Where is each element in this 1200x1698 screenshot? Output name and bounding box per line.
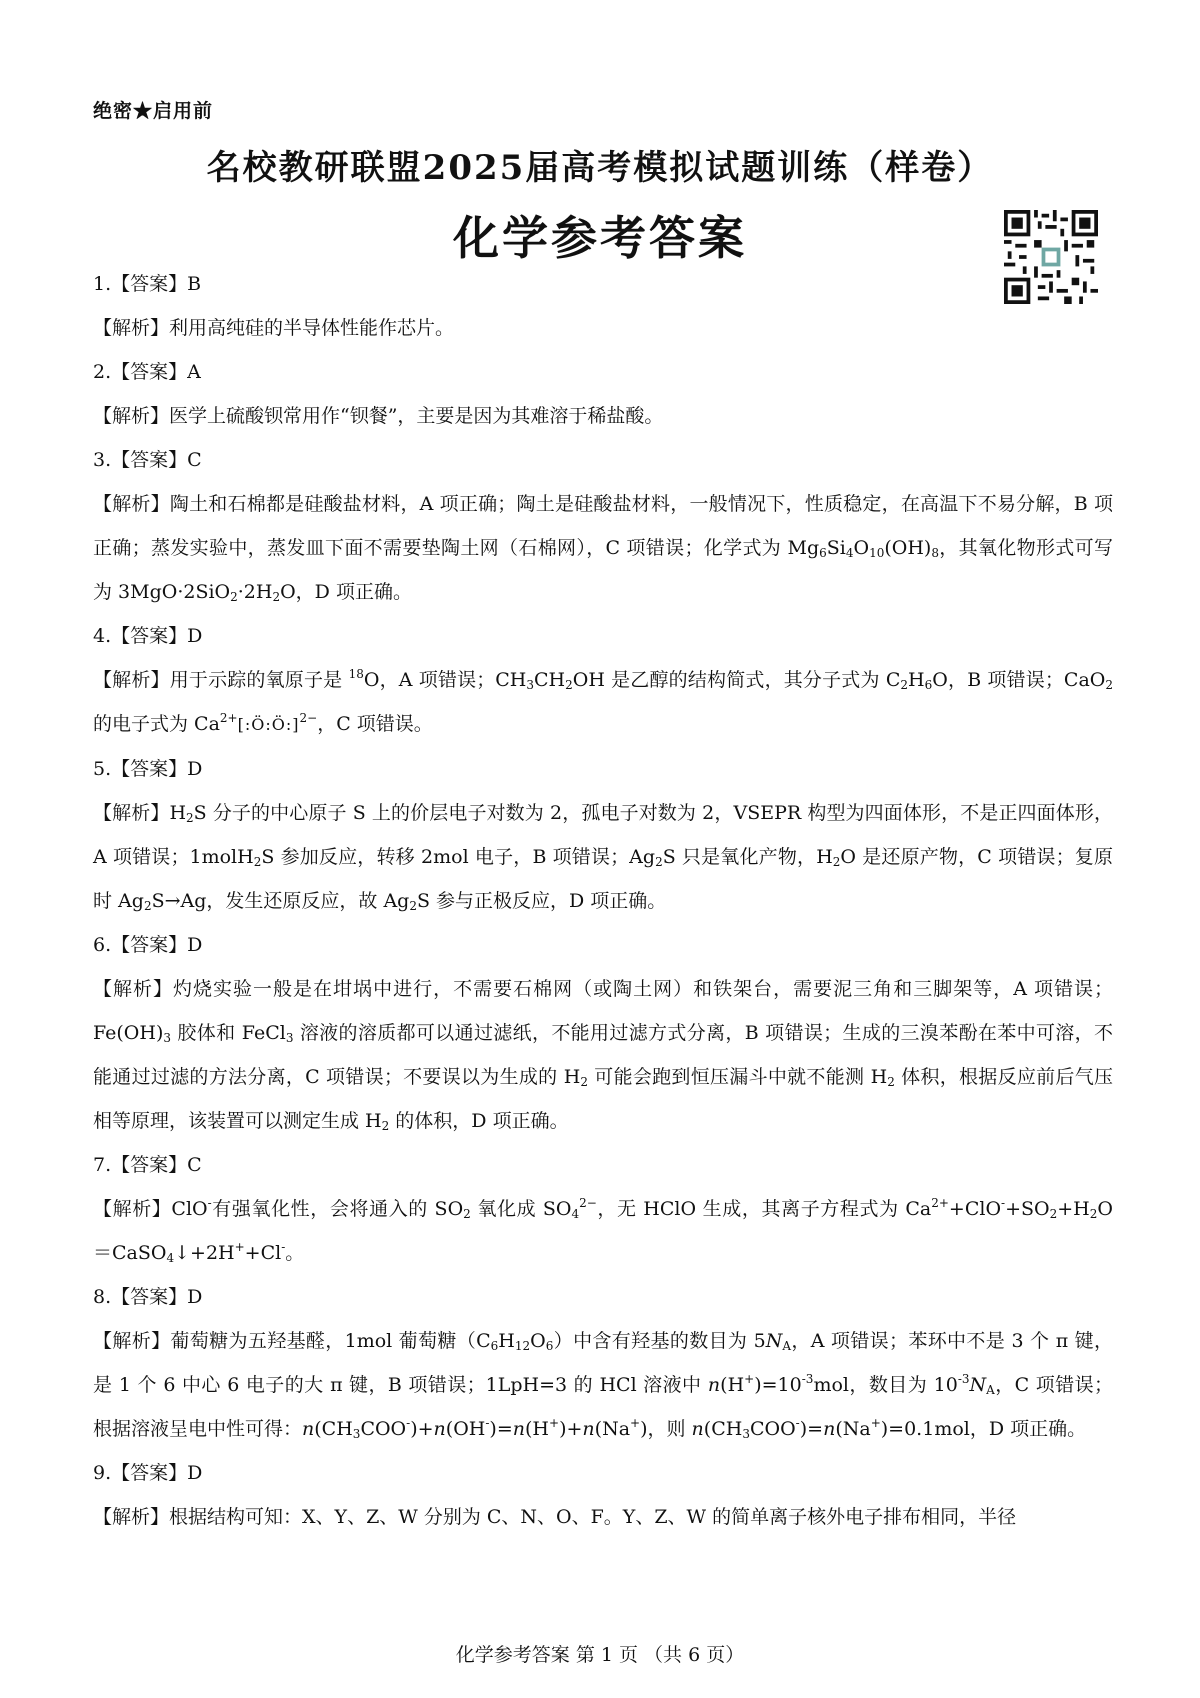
answer-line-3: 3.【答案】C [93, 449, 202, 471]
explanation-2: 【解析】医学上硫酸钡常用作“钡餐”，主要是因为其难溶于稀盐酸。 [93, 405, 664, 427]
answer-line-4: 4.【答案】D [93, 625, 203, 647]
answer-line-6: 6.【答案】D [93, 934, 203, 956]
confidential-label: 绝密★启用前 [93, 100, 214, 122]
answer-content [93, 262, 1113, 1539]
explanation-5: 【解析】$H_2S$ 分子的中心原子 S 上的价层电子对数为 2，孤电子对数为 2，VSEPR 构型为四面体形，不是正四面体形，A 项错误；1molH$_2$S 参加反应，转移 2mol 电子，B 项错误；$Ag_2S$ 只是氧化产物，$H_2O$ 是还原产物，C 项错误；复原时 $Ag_2S\to Ag$，发生还原反应，故 $Ag_2S$ 参与正极反应，D 项正确。 [93, 802, 1113, 913]
answer-line-7: 7.【答案】C [93, 1154, 202, 1176]
explanation-1: 【解析】利用高纯硅的半导体性能作芯片。 [93, 317, 455, 339]
answer-line-8: 8.【答案】D [93, 1286, 203, 1308]
explanation-4: 【解析】用于示踪的氧原子是 $^{18}$O，A 项错误；$CH_3CH_2OH$ 是乙醇的结构简式，其分子式为 $C_2H_6O$，B 项错误；CaO$_2$ 的电子式为 $Ca^{2+}[:Ö:Ö:]^{2-}$，C 项错误。 [93, 667, 1114, 735]
page-subtitle: 化学参考答案 [453, 211, 747, 265]
page-footer: 化学参考答案 第 1 页 （共 6 页） [455, 1644, 745, 1666]
explanation-8: 【解析】葡萄糖为五羟基醛，1mol 葡萄糖$(C_6H_{12}O_6)$中含有羟基的数目为 $5N_A$，A 项错误；苯环中不是 3 个 π 键，是 1 个 6 中心 6 电子的大 π 键，B 项错误；1LpH=3 的 HCl 溶液中 $n(H^+)=10^{-3}mol$，数目为 $10^{-3}N_A$，C 项错误；根据溶液呈电中性可得：$n(CH_3COO^-)+n(OH^-)=n(H^+)+n(Na^+)$，则 $n(CH_3COO^-)=n(Na^+)=0.1mol$，D 项正确。 [93, 1330, 1114, 1441]
explanation-3: 【解析】陶土和石棉都是硅酸盐材料，A 项正确；陶土是硅酸盐材料，一般情况下，性质稳定，在高温下不易分解，B 项正确；蒸发实验中，蒸发皿下面不需要垫陶土网（石棉网），C 项错误；化学式为 $Mg_6Si_4O_{10}(OH)_8$，其氧化物形式可写为 $3MgO\cdot 2SiO_2\cdot 2H_2O$，D 项正确。 [93, 493, 1113, 604]
explanation-7: 【解析】ClO-有强氧化性，会将通入的 $SO_2$ 氧化成 $SO_4^{2-}$，无 HClO 生成，其离子方程式为 $Ca^{2+}+ClO^-+SO_2+H_2O$ ＝CaSO$_4$↓+2H++Cl-。 [93, 1196, 1113, 1265]
explanation-6: 【解析】灼烧实验一般是在坩埚中进行，不需要石棉网（或陶土网）和铁架台，需要泥三角和三脚架等，A 项错误；$Fe(OH)_3$ 胶体和 FeCl$_3$ 溶液的溶质都可以通过滤纸，不能用过滤方式分离，B 项错误；生成的三溴苯酚在苯中可溶，不能通过过滤的方法分离，C 项错误；不要误以为生成的 $H_2$ 可能会跑到恒压漏斗中就不能测 $H_2$ 体积，根据反应前后气压相等原理，该装置可以测定生成 $H_2$ 的体积，D 项正确。 [93, 978, 1114, 1133]
answer-line-1: 1.【答案】B [93, 273, 202, 295]
answer-line-2: 2.【答案】A [93, 361, 201, 383]
electron-dot-formula: [:Ö:Ö:] [237, 715, 300, 734]
page-title: 名校教研联盟2025届高考模拟试题训练（样卷） [206, 148, 994, 188]
explanation-9: 【解析】根据结构可知：X、Y、Z、W 分别为 C、N、O、F。Y、Z、W 的简单离子核外电子排布相同，半径 [93, 1506, 1017, 1528]
answer-line-9: 9.【答案】D [93, 1462, 203, 1484]
answer-line-5: 5.【答案】D [93, 758, 203, 780]
